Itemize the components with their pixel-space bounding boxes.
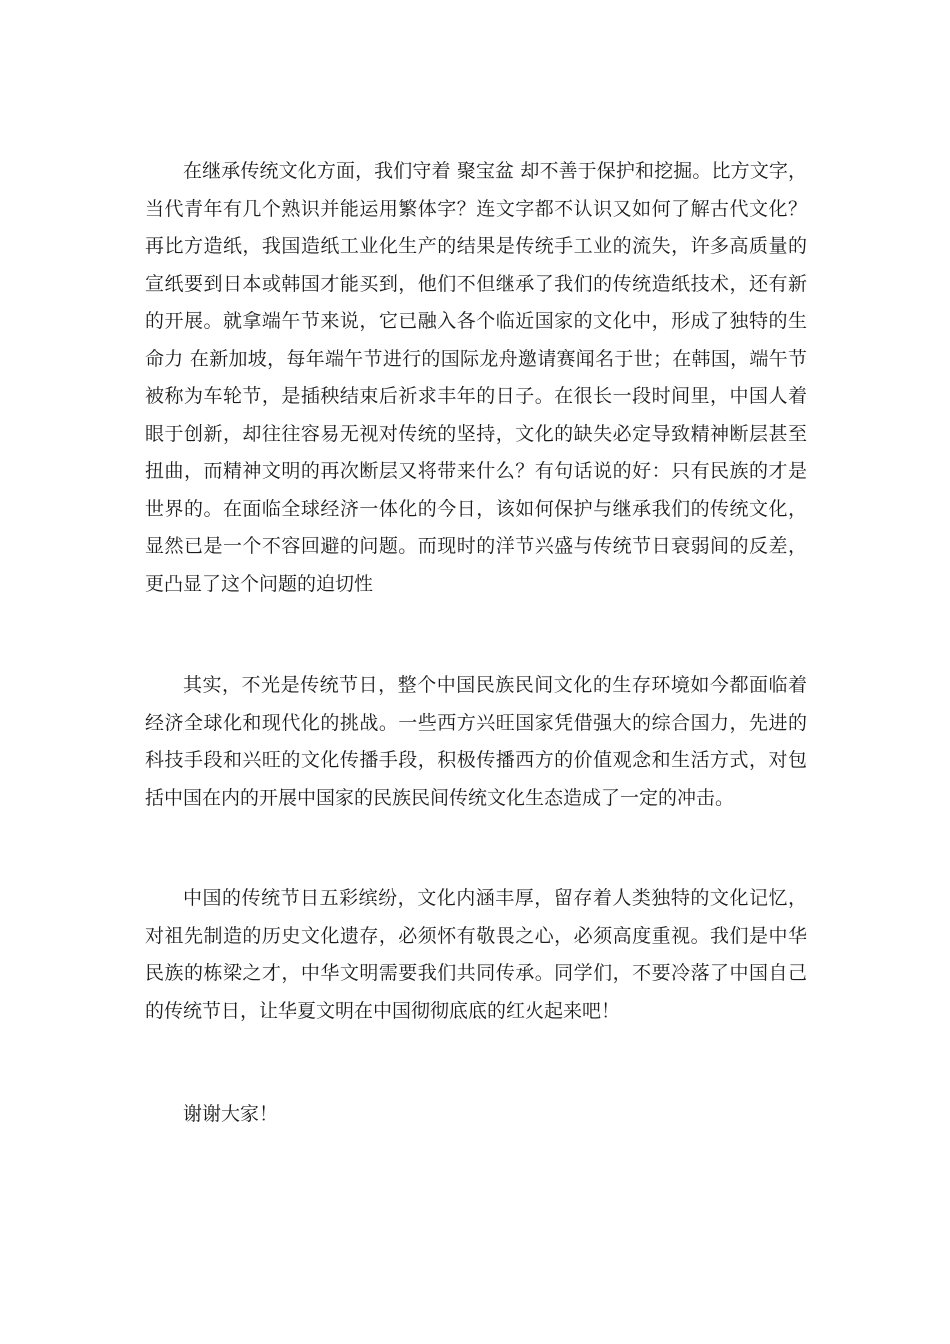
paragraph-call-to-action: 中国的传统节日五彩缤纷，文化内涵丰厚，留存着人类独特的文化记忆，对祖先制造的历史文化遗存，必须怀有敬畏之心，必须高度重视。我们是中华民族的栋梁之才，中华文明需要我们共同传承。同学们，不要冷落了中国自己的传统节日，让华夏文明在中国彻彻底底的红火起来吧！ [145, 887, 807, 1022]
paragraph-heritage-protection: 在继承传统文化方面，我们守着 聚宝盆 却不善于保护和挖掘。比方文字，当代青年有几个熟识并能运用繁体字？连文字都不认识又如何了解古代文化？再比方造纸，我国造纸工业化生产的结果是传统手工业的流失，许多高质量的宣纸要到日本或韩国才能买到，他们不但继承了我们的传统造纸技术，还有新的开展。就拿端午节来说，它已融入各个临近国家的文化中，形成了独特的生命力 在新加坡，每年端午节进行的国际龙舟邀请赛闻名于世；在韩国，端午节被称为车轮节，是插秧结束后祈求丰年的日子。在很长一段时间里，中国人着眼于创新，却往往容易无视对传统的坚持，文化的缺失必定导致精神断层甚至扭曲，而精神文明的再次断层又将带来什么？有句话说的好：只有民族的才是世界的。在面临全球经济一体化的今日，该如何保护与继承我们的传统文化，显然已是一个不容回避的问题。而现时的洋节兴盛与传统节日衰弱间的反差，更凸显了这个问题的迫切性 [145, 160, 807, 595]
paragraph-thanks: 谢谢大家！ [183, 1103, 279, 1125]
paragraph-globalization-challenge: 其实，不光是传统节日，整个中国民族民间文化的生存环境如今都面临着经济全球化和现代化的挑战。一些西方兴旺国家凭借强大的综合国力，先进的科技手段和兴旺的文化传播手段，积极传播西方的价值观念和生活方式，对包括中国在内的开展中国家的民族民间传统文化生态造成了一定的冲击。 [145, 674, 807, 809]
